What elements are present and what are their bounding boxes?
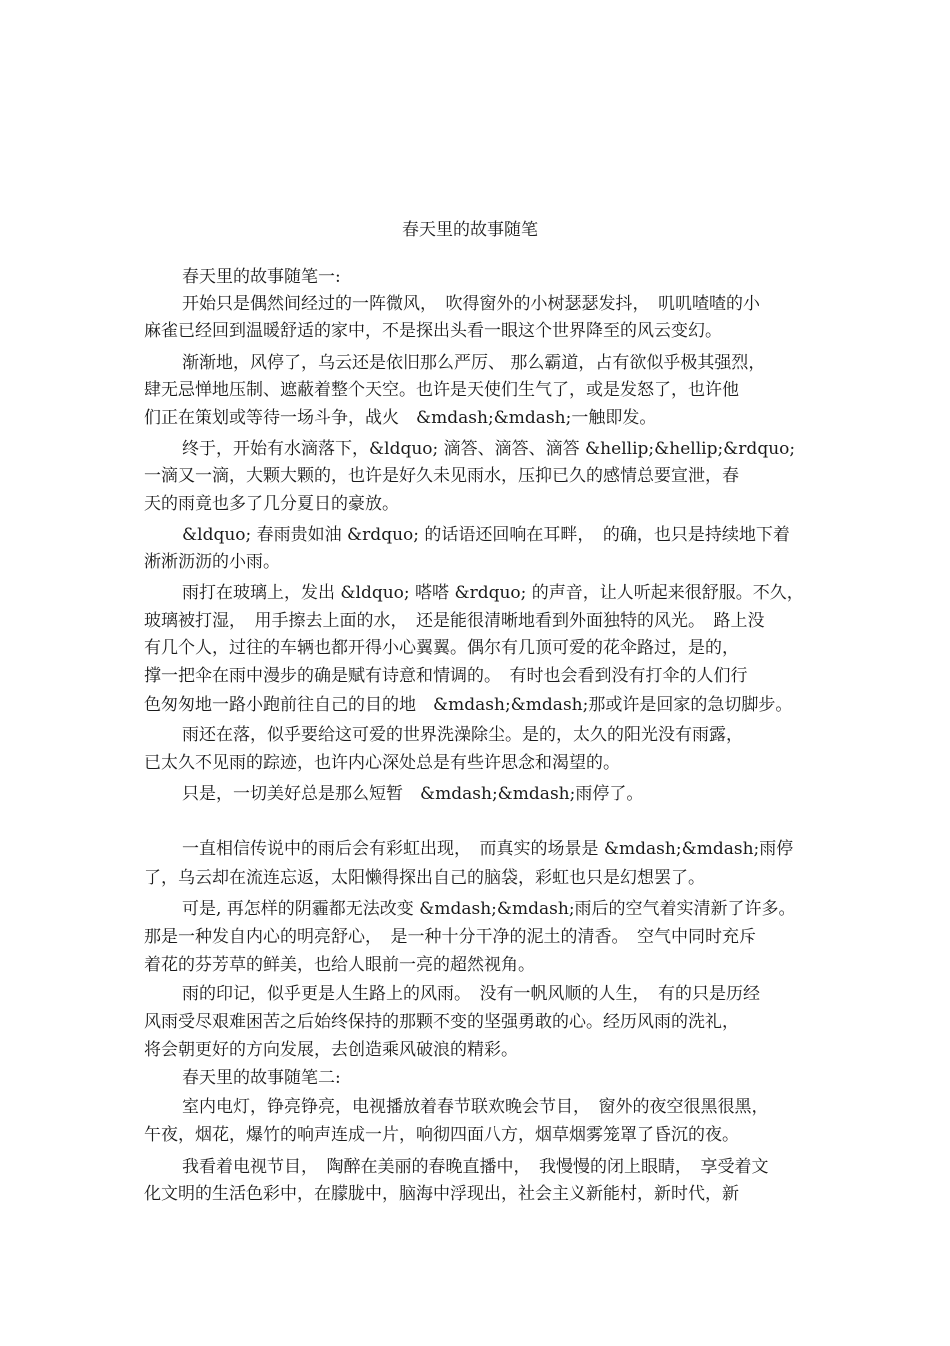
- text-line: &ldquo; 春雨贵如油 &rdquo; 的话语还回响在耳畔， 的确，也只是持续地下着: [182, 525, 790, 545]
- text-line: 肆无忌惮地压制、遮蔽着整个天空。也许是天使们生气了，或是发怒了，也许他: [144, 380, 739, 400]
- text-line: 有几个人，过往的车辆也都开得小心翼翼。偶尔有几顶可爱的花伞路过，是的，: [144, 638, 739, 658]
- text-line: 那是一种发自内心的明亮舒心， 是一种十分干净的泥土的清香。 空气中同时充斥: [144, 927, 756, 947]
- text-line: 玻璃被打湿， 用手擦去上面的水， 还是能很清晰地看到外面独特的风光。 路上没: [144, 611, 765, 631]
- text-line: 开始只是偶然间经过的一阵微风， 吹得窗外的小树瑟瑟发抖， 叽叽喳喳的小: [182, 294, 760, 314]
- text-line: 将会朝更好的方向发展，去创造乘风破浪的精彩。: [144, 1040, 518, 1060]
- text-line: 终于，开始有水滴落下，&ldquo; 滴答、滴答、滴答 &hellip;&hellip;&rdquo;: [182, 439, 796, 459]
- text-line: 了，乌云却在流连忘返，太阳懒得探出自己的脑袋，彩虹也只是幻想罢了。: [144, 868, 705, 888]
- text-line: 化文明的生活色彩中，在朦胧中，脑海中浮现出，社会主义新能村，新时代，新: [144, 1184, 739, 1204]
- text-line: 一滴又一滴，大颗大颗的，也许是好久未见雨水，压抑已久的感情总要宣泄，春: [144, 466, 739, 486]
- text-line: 只是，一切美好总是那么短暂 &mdash;&mdash;雨停了。: [182, 784, 644, 804]
- text-line: 淅淅沥沥的小雨。: [144, 552, 280, 572]
- document-title: 春天里的故事随笔: [402, 220, 538, 240]
- text-line: 风雨受尽艰难困苦之后始终保持的那颗不变的坚强勇敢的心。经历风雨的洗礼，: [144, 1012, 739, 1032]
- text-line: 午夜，烟花，爆竹的响声连成一片，响彻四面八方，烟草烟雾笼罩了昏沉的夜。: [144, 1125, 739, 1145]
- text-line: 色匆匆地一路小跑前往自己的目的地 &mdash;&mdash;那或许是回家的急切脚步。: [144, 695, 793, 715]
- text-line: 雨打在玻璃上，发出 &ldquo; 嗒嗒 &rdquo; 的声音，让人听起来很舒服。不久，: [182, 583, 804, 603]
- text-line: 着花的芬芳草的鲜美，也给人眼前一亮的超然视角。: [144, 955, 535, 975]
- text-line: 麻雀已经回到温暖舒适的家中，不是探出头看一眼这个世界降至的风云变幻。: [144, 321, 722, 341]
- text-line: 可是, 再怎样的阴霾都无法改变 &mdash;&mdash;雨后的空气着实清新了许多。: [182, 899, 796, 919]
- text-line: 雨的印记，似乎更是人生路上的风雨。 没有一帆风顺的人生， 有的只是历经: [182, 984, 760, 1004]
- text-line: 一直相信传说中的雨后会有彩虹出现， 而真实的场景是 &mdash;&mdash;雨停: [182, 839, 794, 859]
- text-line: 渐渐地，风停了，乌云还是依旧那么严厉、 那么霸道，占有欲似乎极其强烈，: [182, 353, 766, 373]
- text-line: 撑一把伞在雨中漫步的确是赋有诗意和情调的。 有时也会看到没有打伞的人们行: [144, 666, 748, 686]
- section-heading: 春天里的故事随笔二:: [182, 1068, 341, 1088]
- text-line: 已太久不见雨的踪迹，也许内心深处总是有些许思念和渴望的。: [144, 753, 620, 773]
- text-line: 我看着电视节目， 陶醉在美丽的春晚直播中， 我慢慢的闭上眼睛， 享受着文: [182, 1157, 769, 1177]
- section-heading: 春天里的故事随笔一:: [182, 267, 341, 287]
- text-line: 雨还在落，似乎要给这可爱的世界洗澡除尘。是的，太久的阳光没有雨露，: [182, 725, 743, 745]
- text-line: 们正在策划或等待一场斗争，战火 &mdash;&mdash;一触即发。: [144, 408, 657, 428]
- text-line: 天的雨竟也多了几分夏日的豪放。: [144, 494, 399, 514]
- text-line: 室内电灯，铮亮铮亮，电视播放着春节联欢晚会节目， 窗外的夜空很黑很黑，: [182, 1097, 769, 1117]
